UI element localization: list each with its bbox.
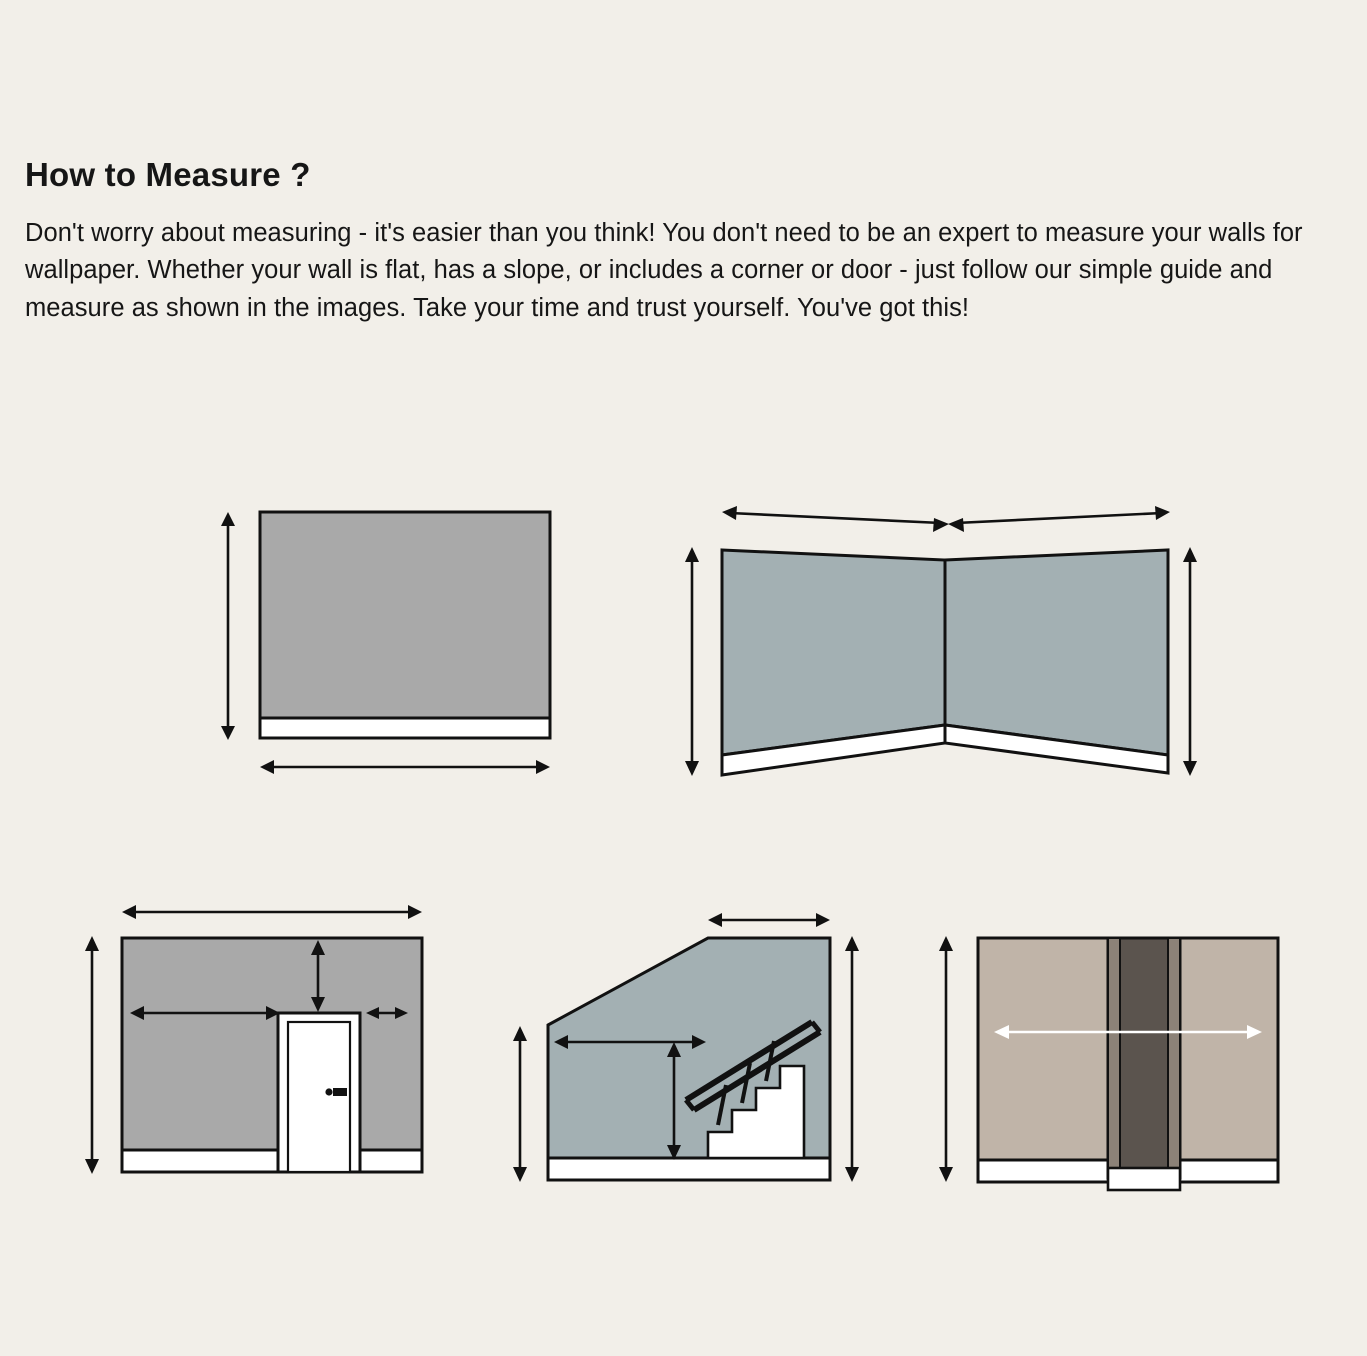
left-width-arrow bbox=[722, 506, 949, 532]
door-shape bbox=[278, 1013, 360, 1172]
window-recess-shape bbox=[1108, 938, 1180, 1190]
wall-width-arrow bbox=[122, 905, 422, 919]
tall-side-height-arrow bbox=[845, 936, 859, 1182]
wall-height-arrow bbox=[939, 936, 953, 1182]
sloped-wall-staircase-diagram bbox=[480, 910, 880, 1220]
flat-wall-shape bbox=[260, 512, 550, 738]
right-height-arrow bbox=[1183, 547, 1197, 776]
right-width-arrow bbox=[948, 506, 1170, 532]
corner-right-wall bbox=[945, 550, 1168, 773]
wall-with-window-diagram bbox=[910, 910, 1310, 1220]
corner-wall-diagram bbox=[660, 475, 1200, 805]
left-height-arrow bbox=[685, 547, 699, 776]
corner-left-wall bbox=[722, 550, 945, 775]
wall-height-arrow bbox=[85, 936, 99, 1174]
width-arrow bbox=[260, 760, 550, 774]
diagram-gallery bbox=[0, 430, 1367, 1290]
top-width-arrow bbox=[708, 913, 830, 927]
intro-paragraph: Don't worry about measuring - it's easier than you think! You don't need to be an expert to measure your walls for wallpaper. Whether your wall is flat, has a slope, or includes a corner or door - just follow our simple guide and measure as shown in the images. Take your time and trust yourself. You've got this! bbox=[25, 218, 1303, 322]
door-wall-shape bbox=[122, 938, 422, 1172]
height-arrow bbox=[221, 512, 235, 740]
flat-wall-diagram bbox=[190, 490, 590, 810]
wall-with-door-diagram bbox=[50, 900, 470, 1220]
page-title: How to Measure ? bbox=[25, 156, 311, 194]
short-side-height-arrow bbox=[513, 1026, 527, 1182]
